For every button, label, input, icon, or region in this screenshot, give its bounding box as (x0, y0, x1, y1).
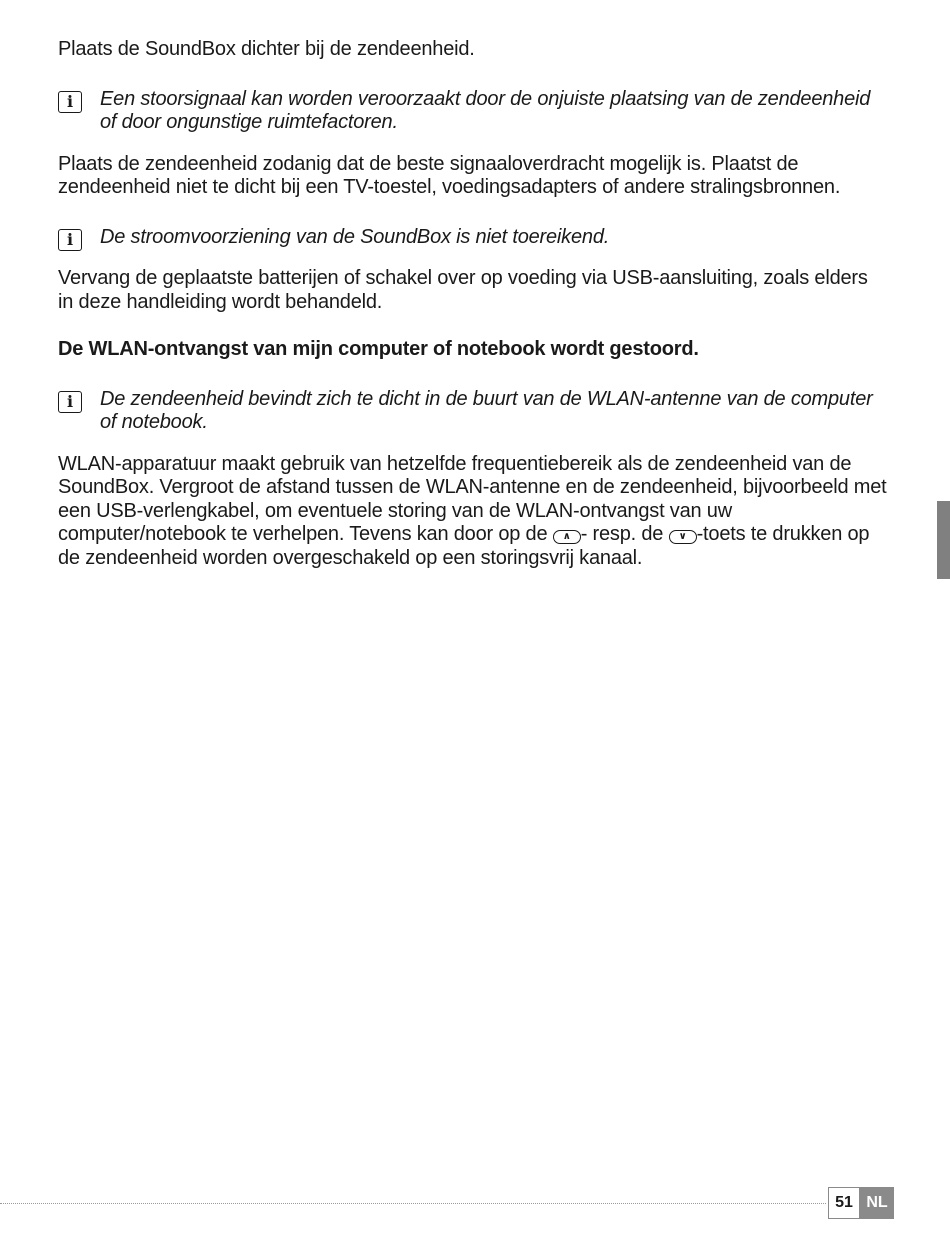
down-key-icon: ∨ (669, 530, 697, 544)
info-note-power (58, 226, 888, 250)
footer-dotted-line (0, 1203, 826, 1204)
page-number: 51 (828, 1187, 860, 1219)
language-badge: NL (860, 1187, 894, 1219)
text-segment: -toets te drukken op de zendeenheid worden overgeschakeld op een storingsvrij kanaal. (58, 523, 870, 569)
section-heading: De WLAN-ontvangst van mijn computer of notebook wordt gestoord. (58, 338, 699, 360)
info-note-interference (58, 88, 888, 135)
paragraph-batteries: Vervang de geplaatste batterijen of schakel over op voeding via USB-aansluiting, zoals elders in deze handleiding wordt behandeld. (58, 267, 868, 313)
text-segment: WLAN-apparatuur maakt gebruik van hetzelfde frequentiebereik als de zendeenheid van de SoundBox. Vergroot de afstand tussen de WLAN-antenne en de zendeenheid, bijvoorbeeld met een USB-verlengkabel, om eventuele storing van de WLAN-ontvangst van uw computer/notebook te verhelpen. Tevens kan door op de (58, 452, 887, 545)
info-note-wlan (58, 388, 888, 435)
side-tab-marker (937, 501, 950, 579)
info-icon: i (58, 229, 82, 251)
paragraph-wlan (58, 453, 888, 571)
note-text: Een stoorsignaal kan worden veroorzaakt door de onjuiste plaatsing van de zendeenheid of door ongunstige ruimtefactoren. (100, 87, 871, 133)
info-icon: i (58, 391, 82, 413)
page-content (58, 38, 888, 596)
paragraph-move-closer: Plaats de SoundBox dichter bij de zendeenheid. (58, 38, 475, 60)
note-text: De stroomvoorziening van de SoundBox is niet toereikend. (100, 225, 610, 248)
note-text: De zendeenheid bevindt zich te dicht in de buurt van de WLAN-antenne van de computer of notebook. (100, 387, 873, 433)
paragraph-placement: Plaats de zendeenheid zodanig dat de beste signaaloverdracht mogelijk is. Plaatst de zendeenheid niet te dicht bij een TV-toestel, voedingsadapters of andere stralingsbronnen. (58, 152, 841, 198)
text-segment: - resp. de (580, 523, 669, 545)
info-icon: i (58, 91, 82, 113)
up-key-icon: ∧ (553, 530, 581, 544)
